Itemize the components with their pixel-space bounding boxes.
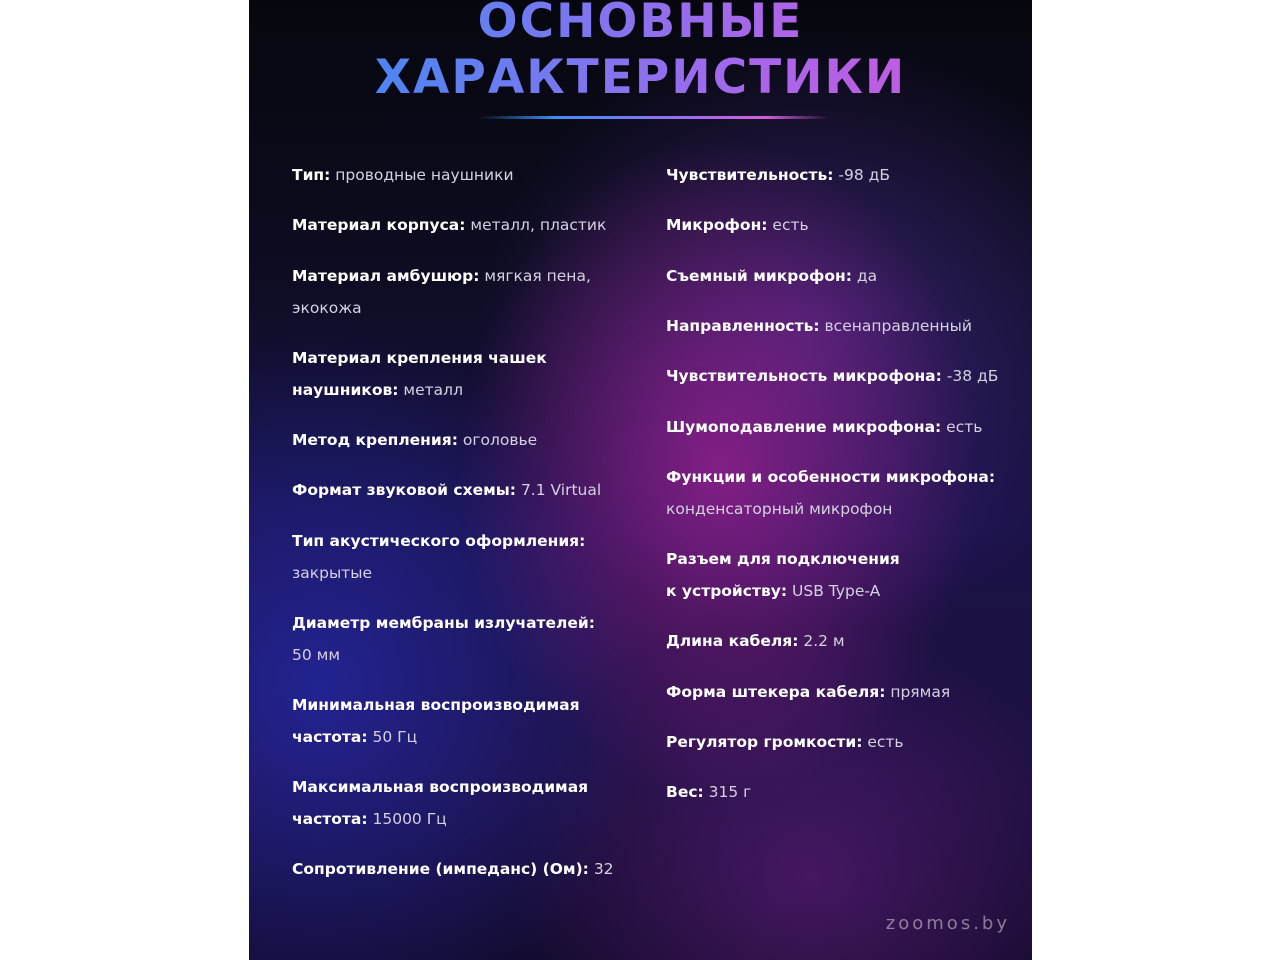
spec-plug-shape — [666, 676, 1011, 708]
spec-label: Тип акустического оформления: — [292, 532, 586, 550]
spec-value: да — [851, 267, 878, 285]
spec-label: Функции и особенности микрофона: — [666, 468, 996, 486]
spec-label: Разъем для подключения — [666, 550, 900, 568]
spec-label: Чувствительность: — [666, 166, 834, 184]
spec-label: Материал крепления чашек — [292, 349, 547, 367]
spec-impedance — [292, 853, 622, 885]
spec-body-material — [292, 209, 622, 241]
spec-value: конденсаторный микрофон — [666, 500, 893, 518]
spec-label-cont: частота: — [292, 810, 368, 828]
spec-label: Чувствительность микрофона: — [666, 367, 942, 385]
spec-label: Съемный микрофон: — [666, 267, 852, 285]
spec-cable-length — [666, 625, 1011, 657]
spec-label: Регулятор громкости: — [666, 733, 863, 751]
spec-value: USB Type-A — [787, 582, 881, 600]
spec-value: проводные наушники — [330, 166, 514, 184]
spec-label: Материал амбушюр: — [292, 267, 480, 285]
spec-sound-format — [292, 474, 622, 506]
spec-label-cont: частота: — [292, 728, 368, 746]
spec-type — [292, 159, 622, 191]
spec-value: металл — [398, 381, 463, 399]
spec-value: есть — [941, 418, 983, 436]
spec-label: Метод крепления: — [292, 431, 458, 449]
spec-value: есть — [767, 216, 809, 234]
spec-label: Сопротивление (импеданс) (Ом): — [292, 860, 589, 878]
spec-max-frequency — [292, 771, 622, 835]
spec-weight — [666, 776, 1011, 808]
title-underline — [479, 116, 829, 119]
spec-cushion-material — [292, 260, 622, 324]
spec-label: Вес: — [666, 783, 704, 801]
spec-value: 50 Гц — [367, 728, 418, 746]
spec-label: Формат звуковой схемы: — [292, 481, 517, 499]
spec-mic-noise-cancel — [666, 411, 1011, 443]
spec-label-cont: к устройству: — [666, 582, 788, 600]
spec-value: 2.2 м — [798, 632, 845, 650]
spec-mount-method — [292, 424, 622, 456]
spec-label: Минимальная воспроизводимая — [292, 696, 580, 714]
spec-value: есть — [862, 733, 904, 751]
watermark: zoomos.by — [885, 913, 1010, 934]
spec-label: Форма штекера кабеля: — [666, 683, 886, 701]
spec-label: Направленность: — [666, 317, 820, 335]
spec-mic-features — [666, 461, 1011, 525]
spec-value: 315 г — [703, 783, 752, 801]
spec-label-cont: наушников: — [292, 381, 399, 399]
spec-value-cont: экокожа — [292, 299, 362, 317]
spec-value: 7.1 Virtual — [516, 481, 602, 499]
spec-connector — [666, 543, 1011, 607]
spec-directionality — [666, 310, 1011, 342]
spec-label: Диаметр мембраны излучателей: — [292, 614, 595, 632]
spec-value: прямая — [885, 683, 951, 701]
spec-value: 15000 Гц — [367, 810, 447, 828]
spec-label: Длина кабеля: — [666, 632, 799, 650]
spec-value: -38 дБ — [941, 367, 999, 385]
spec-value: 32 — [588, 860, 614, 878]
spec-mic-sensitivity — [666, 360, 1011, 392]
spec-driver-diameter — [292, 607, 622, 671]
page-title-line1: ОСНОВНЫЕ — [249, 0, 1032, 50]
spec-label: Шумоподавление микрофона: — [666, 418, 942, 436]
spec-detachable-mic — [666, 260, 1011, 292]
spec-min-frequency — [292, 689, 622, 753]
spec-microphone — [666, 209, 1011, 241]
spec-value: металл, пластик — [465, 216, 607, 234]
spec-value: закрытые — [292, 564, 372, 582]
spec-label: Максимальная воспроизводимая — [292, 778, 589, 796]
spec-card — [249, 0, 1032, 960]
spec-label: Материал корпуса: — [292, 216, 466, 234]
spec-value: 50 мм — [292, 646, 341, 664]
spec-value: всенаправленный — [819, 317, 972, 335]
spec-sensitivity — [666, 159, 1011, 191]
spec-volume-control — [666, 726, 1011, 758]
spec-acoustic-design — [292, 525, 622, 589]
spec-cup-mount-material — [292, 342, 622, 406]
spec-label: Микрофон: — [666, 216, 768, 234]
spec-value: мягкая пена, — [479, 267, 591, 285]
spec-value: -98 дБ — [833, 166, 890, 184]
page-title-line2: ХАРАКТЕРИСТИКИ — [249, 50, 1032, 106]
spec-label: Тип: — [292, 166, 331, 184]
spec-value: оголовье — [457, 431, 538, 449]
